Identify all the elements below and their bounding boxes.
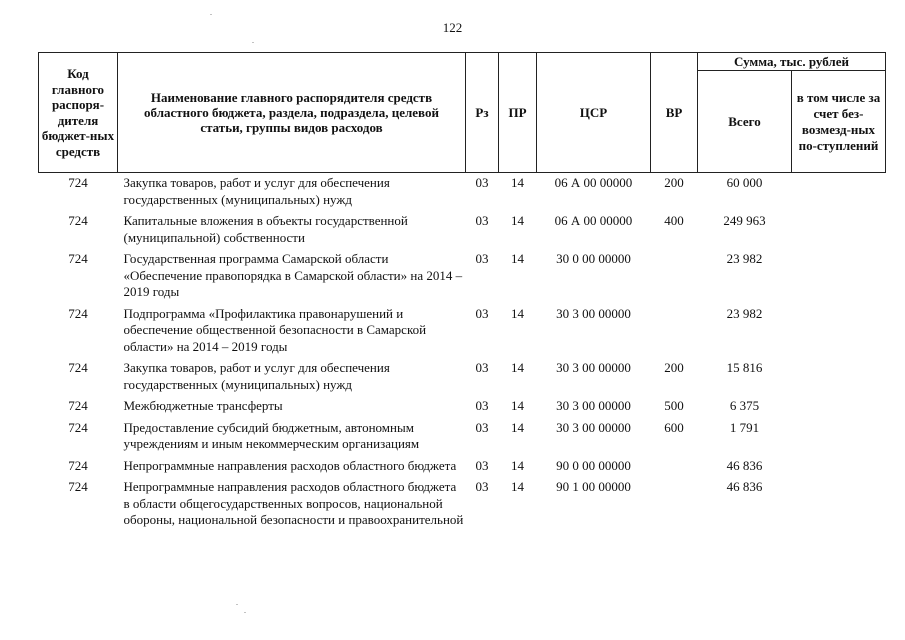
table-row — [39, 477, 886, 532]
cell-code: 724 — [68, 175, 88, 190]
cell-rz: 03 — [475, 305, 489, 321]
cell-name: Предоставление субсидий бюджетным, автономным учреждениям и иным некоммерческим организациям — [123, 419, 420, 451]
scan-speck — [252, 42, 254, 43]
cell-rz: 03 — [475, 457, 489, 473]
scan-speck — [236, 604, 238, 605]
cell-rz: 03 — [475, 398, 489, 413]
cell-total: 6 375 — [729, 398, 760, 413]
header-rz: Рз — [466, 53, 499, 173]
cell-name: Непрограммные направления расходов областного бюджета в области общегосударственных вопросов, национальной обороны, национальной безопасности и правоохранительной — [123, 479, 464, 527]
cell-total: 15 816 — [726, 360, 763, 375]
cell-vr — [651, 249, 698, 304]
cell-total: 23 982 — [726, 305, 763, 321]
cell-total: 46 836 — [726, 479, 763, 494]
cell-csr: 06 А 00 00000 — [554, 175, 633, 190]
cell-csr: 30 3 00 00000 — [556, 419, 631, 435]
cell-free — [792, 477, 886, 532]
cell-pr: 14 — [511, 479, 524, 494]
cell-csr: 30 3 00 00000 — [556, 360, 631, 375]
cell-pr: 14 — [511, 398, 524, 413]
cell-csr: 30 3 00 00000 — [556, 305, 631, 321]
cell-code: 724 — [68, 457, 88, 473]
cell-vr: 600 — [664, 419, 684, 435]
cell-total: 1 791 — [729, 419, 760, 435]
cell-name: Закупка товаров, работ и услуг для обеспечения государственных (муниципальных) нужд — [123, 175, 390, 207]
cell-rz: 03 — [475, 251, 489, 266]
table-header — [39, 53, 886, 173]
cell-code: 724 — [68, 251, 88, 266]
cell-vr — [651, 456, 698, 478]
cell-vr: 500 — [664, 398, 684, 413]
cell-total: 249 963 — [723, 213, 766, 228]
cell-name: Непрограммные направления расходов областного бюджета — [123, 457, 457, 473]
header-sum: Сумма, тыс. рублей — [698, 53, 886, 71]
table-row — [39, 358, 886, 396]
budget-table — [38, 52, 886, 532]
cell-free — [792, 418, 886, 456]
scan-speck — [210, 14, 212, 15]
cell-code: 724 — [68, 419, 88, 435]
cell-free — [792, 456, 886, 478]
table-row — [39, 456, 886, 478]
cell-vr — [651, 477, 698, 532]
cell-pr: 14 — [511, 213, 524, 228]
cell-code: 724 — [68, 398, 88, 413]
table-row — [39, 211, 886, 249]
cell-name: Закупка товаров, работ и услуг для обеспечения государственных (муниципальных) нужд — [123, 360, 390, 392]
table-row — [39, 173, 886, 212]
cell-total: 23 982 — [726, 251, 763, 266]
cell-pr: 14 — [511, 305, 524, 321]
cell-code: 724 — [68, 360, 88, 375]
cell-pr: 14 — [511, 175, 524, 190]
cell-rz: 03 — [475, 175, 489, 190]
cell-free — [792, 304, 886, 359]
page-number: 122 — [442, 20, 463, 35]
header-csr: ЦСР — [537, 53, 651, 173]
table-body — [39, 173, 886, 532]
cell-pr: 14 — [511, 419, 524, 435]
table-row — [39, 418, 886, 456]
cell-rz: 03 — [475, 213, 489, 228]
cell-code: 724 — [68, 305, 88, 321]
header-free: в том числе за счет без-возмезд-ных по-ступлений — [792, 71, 886, 173]
cell-code: 724 — [68, 479, 88, 494]
cell-rz: 03 — [475, 479, 489, 494]
cell-free — [792, 396, 886, 418]
header-code: Код главного распоря-дителя бюджет-ных средств — [39, 53, 118, 173]
cell-vr: 200 — [664, 175, 684, 190]
cell-csr: 30 3 00 00000 — [556, 398, 631, 413]
cell-csr: 30 0 00 00000 — [556, 251, 631, 266]
cell-csr: 90 1 00 00000 — [556, 479, 631, 494]
cell-total: 60 000 — [726, 175, 763, 190]
cell-pr: 14 — [511, 457, 524, 473]
header-total: Всего — [698, 71, 792, 173]
table-row — [39, 396, 886, 418]
cell-csr: 90 0 00 00000 — [556, 457, 631, 473]
cell-free — [792, 211, 886, 249]
cell-name: Подпрограмма «Профилактика правонарушений и обеспечение общественной безопасности в Самарской области» на 2014 – 2019 годы — [123, 305, 427, 354]
header-name: Наименование главного распорядителя средств областного бюджета, раздела, подраздела, целевой статьи, группы видов расходов — [118, 53, 466, 173]
cell-pr: 14 — [511, 251, 524, 266]
table-row — [39, 249, 886, 304]
cell-free — [792, 173, 886, 212]
header-pr: ПР — [499, 53, 537, 173]
cell-csr: 06 А 00 00000 — [554, 213, 633, 228]
cell-pr: 14 — [511, 360, 524, 375]
cell-name: Межбюджетные трансферты — [123, 398, 283, 413]
cell-free — [792, 358, 886, 396]
cell-vr: 400 — [664, 213, 684, 228]
cell-name: Государственная программа Самарской области «Обеспечение правопорядка в Самарской области» на 2014 – 2019 годы — [123, 251, 463, 299]
cell-name: Капитальные вложения в объекты государственной (муниципальной) собственности — [123, 213, 408, 245]
cell-vr: 200 — [664, 360, 684, 375]
cell-rz: 03 — [475, 360, 489, 375]
cell-total: 46 836 — [726, 457, 763, 473]
scan-speck — [244, 612, 246, 613]
cell-free — [792, 249, 886, 304]
cell-rz: 03 — [475, 419, 489, 435]
cell-code: 724 — [68, 213, 88, 228]
table-row — [39, 304, 886, 359]
cell-vr — [651, 304, 698, 359]
header-vr: ВР — [651, 53, 698, 173]
